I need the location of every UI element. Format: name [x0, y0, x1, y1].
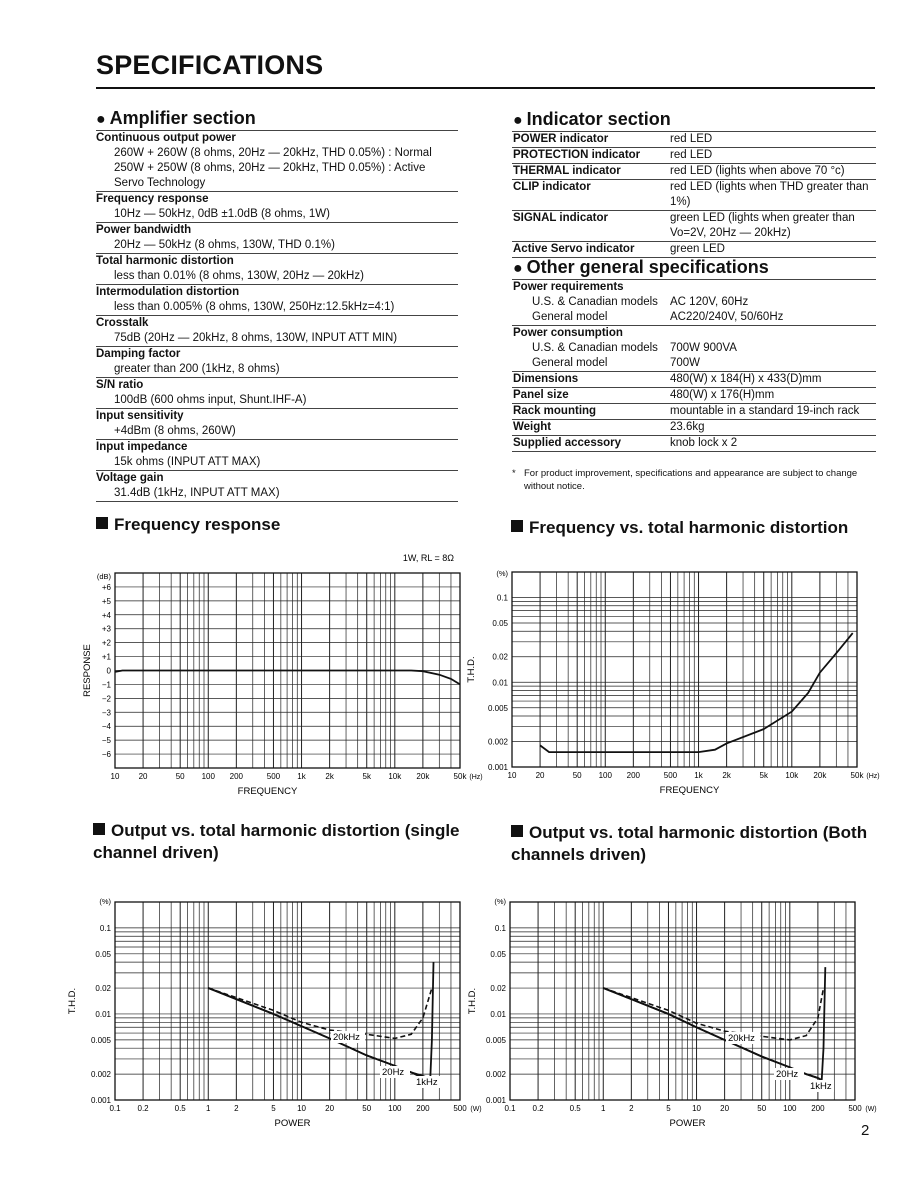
y-tick-label: +5 — [101, 596, 111, 606]
spec-label: U.S. & Canadian models — [532, 342, 658, 354]
spec-item — [96, 130, 458, 191]
spec-item — [96, 315, 458, 346]
y-tick-label: 0.002 — [487, 737, 508, 747]
spec-row — [512, 326, 876, 342]
y-tick-label: +2 — [101, 638, 111, 648]
y-tick-label: 0.001 — [90, 1096, 111, 1105]
x-tick-label: 20k — [416, 772, 430, 781]
spec-value: 100dB (600 ohms input, Shunt.IHF-A) — [114, 394, 307, 406]
frequency-response-chart — [60, 545, 483, 800]
y-unit-label: (%) — [496, 569, 508, 578]
spec-item — [96, 191, 458, 222]
series-line — [208, 962, 433, 1078]
x-axis-title: FREQUENCY — [237, 786, 298, 797]
general-heading: ● Other general specifications — [513, 257, 769, 277]
spec-value: AC220/240V, 50/60Hz — [670, 311, 784, 323]
x-tick-label: 200 — [416, 1104, 430, 1113]
spec-item — [96, 377, 458, 408]
x-tick-label: 20 — [535, 771, 545, 780]
y-axis-title: T.H.D. — [466, 656, 477, 683]
spec-label: Frequency response — [96, 191, 458, 207]
y-tick-label: 0.005 — [90, 1035, 111, 1045]
spec-label: Dimensions — [512, 372, 669, 388]
spec-row — [512, 148, 876, 164]
spec-label: Crosstalk — [96, 315, 458, 331]
spec-row — [512, 310, 876, 326]
spec-value: 10Hz — 50kHz, 0dB ±1.0dB (8 ohms, 1W) — [114, 208, 330, 220]
x-tick-label: 0.1 — [504, 1104, 516, 1113]
spec-value: knob lock x 2 — [669, 436, 876, 452]
y-tick-label: −1 — [101, 680, 111, 690]
spec-label: Input sensitivity — [96, 408, 458, 424]
x-axis-title: FREQUENCY — [659, 785, 720, 796]
x-tick-label: 5k — [759, 771, 768, 780]
x-tick-label: 50k — [850, 771, 864, 780]
x-tick-label: 10 — [297, 1104, 306, 1113]
y-tick-label: 0.1 — [494, 923, 506, 933]
title-rule — [96, 87, 875, 89]
spec-value: 250W + 250W (8 ohms, 20Hz — 20kHz, THD 0.05%) : Active — [114, 162, 426, 174]
frequency-thd-chart — [460, 560, 880, 805]
x-unit-label: (Hz) — [469, 774, 483, 781]
y-axis-title: RESPONSE — [82, 644, 93, 697]
spec-value — [669, 280, 876, 296]
spec-row — [512, 180, 876, 211]
x-tick-label: 10k — [388, 772, 402, 781]
spec-row — [512, 295, 876, 310]
spec-value: 480(W) x 176(H)mm — [669, 388, 876, 404]
indicator-heading: ● Indicator section — [513, 109, 671, 129]
spec-value: 15k ohms (INPUT ATT MAX) — [114, 456, 261, 468]
spec-label: Intermodulation distortion — [96, 284, 458, 300]
spec-row — [512, 436, 876, 452]
y-tick-label: 0.01 — [95, 1009, 111, 1019]
x-tick-label: 0.5 — [569, 1104, 581, 1113]
spec-value: 700W — [670, 357, 701, 369]
y-unit-label: (dB) — [96, 572, 111, 581]
x-tick-label: 500 — [266, 772, 281, 781]
x-axis-title: POWER — [274, 1118, 311, 1129]
spec-label: Rack mounting — [512, 404, 669, 420]
spec-row — [512, 132, 876, 148]
y-tick-label: 0.002 — [90, 1070, 111, 1080]
spec-label: CLIP indicator — [512, 180, 669, 211]
y-tick-label: 0.001 — [485, 1096, 506, 1105]
series-line — [115, 671, 460, 685]
spec-label: General model — [532, 357, 608, 369]
y-axis-title: T.H.D. — [467, 987, 478, 1015]
spec-label: General model — [532, 311, 608, 323]
spec-item — [96, 439, 458, 470]
y-tick-label: −6 — [101, 750, 111, 760]
y-tick-label: −3 — [101, 708, 111, 718]
spec-label: Total harmonic distortion — [96, 253, 458, 269]
spec-label: SIGNAL indicator — [512, 211, 669, 242]
y-tick-label: 0.1 — [496, 593, 508, 603]
x-tick-label: 2k — [325, 772, 334, 781]
spec-row — [512, 242, 876, 258]
spec-label: Power requirements — [512, 280, 669, 296]
spec-item — [96, 408, 458, 439]
y-tick-label: 0.1 — [99, 923, 111, 933]
x-tick-label: 5k — [362, 772, 371, 781]
y-tick-label: +6 — [101, 582, 111, 592]
series-label: 1kHz — [416, 1077, 438, 1088]
spec-label: Continuous output power — [96, 130, 458, 146]
y-tick-label: 0.02 — [95, 984, 111, 994]
x-tick-label: 0.1 — [109, 1104, 121, 1113]
spec-value: red LED (lights when THD greater than 1%) — [669, 180, 876, 211]
spec-value: less than 0.005% (8 ohms, 130W, 250Hz:12.5kHz=4:1) — [114, 301, 395, 313]
x-tick-label: 1k — [297, 772, 306, 781]
output-thd-both-chart — [460, 890, 880, 1130]
chart-heading-output-thd-single: Output vs. total harmonic distortion (single channel driven) — [93, 821, 460, 862]
x-tick-label: 50k — [453, 772, 467, 781]
x-unit-label: (W) — [470, 1106, 482, 1113]
amplifier-heading: ● Amplifier section — [96, 108, 256, 128]
x-tick-label: 200 — [811, 1104, 825, 1113]
x-tick-label: 50 — [757, 1104, 767, 1113]
y-tick-label: 0.002 — [485, 1070, 506, 1080]
y-tick-label: +3 — [101, 624, 111, 634]
y-tick-label: 0.005 — [487, 703, 508, 713]
x-tick-label: 10 — [507, 771, 517, 780]
spec-value: green LED — [669, 242, 876, 258]
x-tick-label: 1k — [694, 771, 703, 780]
x-tick-label: 200 — [229, 772, 244, 781]
x-tick-label: 100 — [783, 1104, 797, 1113]
y-tick-label: 0 — [106, 666, 111, 676]
spec-row — [512, 372, 876, 388]
series-label: 1kHz — [810, 1081, 832, 1092]
spec-label: Damping factor — [96, 346, 458, 362]
spec-value: less than 0.01% (8 ohms, 130W, 20Hz — 20kHz) — [114, 270, 364, 282]
y-tick-label: 0.05 — [490, 949, 506, 959]
output-thd-single-chart — [60, 890, 480, 1130]
page-number: 2 — [861, 1122, 870, 1139]
spec-item — [96, 253, 458, 284]
chart-heading-frequency-thd: Frequency vs. total harmonic distortion — [511, 517, 848, 539]
spec-label: Power bandwidth — [96, 222, 458, 238]
spec-label: U.S. & Canadian models — [532, 296, 658, 308]
series-label: 20kHz — [333, 1032, 360, 1043]
x-tick-label: 2 — [234, 1104, 239, 1113]
spec-row — [512, 280, 876, 296]
x-tick-label: 0.5 — [174, 1104, 186, 1113]
x-tick-label: 2k — [722, 771, 731, 780]
series-line — [603, 967, 825, 1080]
spec-label: S/N ratio — [96, 377, 458, 393]
y-tick-label: +1 — [101, 652, 111, 662]
series-label: 20Hz — [776, 1069, 799, 1080]
x-tick-label: 50 — [572, 771, 582, 780]
x-tick-label: 5 — [666, 1104, 671, 1113]
spec-value: green LED (lights when greater than Vo=2V, 20Hz — 20kHz) — [669, 211, 876, 242]
x-tick-label: 20 — [325, 1104, 335, 1113]
y-tick-label: 0.05 — [492, 619, 508, 629]
general-table — [512, 279, 876, 452]
x-tick-label: 500 — [663, 771, 678, 780]
spec-label: POWER indicator — [512, 132, 669, 148]
spec-label: Active Servo indicator — [512, 242, 669, 258]
spec-value: Servo Technology — [114, 177, 206, 189]
spec-value: 75dB (20Hz — 20kHz, 8 ohms, 130W, INPUT ATT MIN) — [114, 332, 398, 344]
spec-value: 480(W) x 184(H) x 433(D)mm — [669, 372, 876, 388]
y-tick-label: −5 — [101, 736, 111, 746]
spec-value: 260W + 260W (8 ohms, 20Hz — 20kHz, THD 0.05%) : Normal — [114, 147, 432, 159]
y-tick-label: 0.02 — [492, 652, 508, 662]
spec-label: Weight — [512, 420, 669, 436]
spec-label: Power consumption — [512, 326, 669, 342]
spec-row — [512, 388, 876, 404]
spec-value: 23.6kg — [669, 420, 876, 436]
x-tick-label: 200 — [626, 771, 641, 780]
x-tick-label: 2 — [629, 1104, 634, 1113]
series-label: 20kHz — [728, 1033, 755, 1044]
x-unit-label: (W) — [865, 1106, 877, 1113]
spec-item — [96, 346, 458, 377]
x-unit-label: (Hz) — [866, 773, 880, 780]
series-label: 20Hz — [382, 1067, 405, 1078]
spec-value: 700W 900VA — [670, 342, 737, 354]
spec-item — [96, 222, 458, 253]
spec-label: Voltage gain — [96, 470, 458, 486]
spec-value: +4dBm (8 ohms, 260W) — [114, 425, 236, 437]
x-tick-label: 100 — [201, 772, 215, 781]
spec-row — [512, 341, 876, 356]
chart-heading-frequency-response: Frequency response — [96, 514, 280, 536]
spec-value: 20Hz — 50kHz (8 ohms, 130W, THD 0.1%) — [114, 239, 335, 251]
spec-label: PROTECTION indicator — [512, 148, 669, 164]
y-tick-label: −2 — [101, 694, 111, 704]
spec-row — [512, 404, 876, 420]
x-tick-label: 20 — [720, 1104, 730, 1113]
spec-row — [512, 164, 876, 180]
x-tick-label: 20k — [813, 771, 827, 780]
spec-value: AC 120V, 60Hz — [670, 296, 749, 308]
y-tick-label: −4 — [101, 722, 111, 732]
x-tick-label: 10 — [692, 1104, 701, 1113]
y-tick-label: 0.005 — [485, 1035, 506, 1045]
spec-row — [512, 211, 876, 242]
x-axis-title: POWER — [669, 1118, 706, 1129]
x-tick-label: 20 — [138, 772, 148, 781]
spec-value: red LED (lights when above 70 °c) — [669, 164, 876, 180]
spec-value: greater than 200 (1kHz, 8 ohms) — [114, 363, 280, 375]
spec-label: Panel size — [512, 388, 669, 404]
spec-item — [96, 284, 458, 315]
spec-label: Input impedance — [96, 439, 458, 455]
y-tick-label: 0.01 — [490, 1009, 506, 1019]
spec-item — [96, 470, 458, 502]
chart-condition: 1W, RL = 8Ω — [402, 553, 454, 563]
spec-value: red LED — [669, 148, 876, 164]
x-tick-label: 5 — [271, 1104, 276, 1113]
x-tick-label: 1 — [601, 1104, 606, 1113]
y-tick-label: 0.02 — [490, 984, 506, 994]
page-title: SPECIFICATIONS — [96, 50, 324, 80]
y-axis-title: T.H.D. — [67, 987, 78, 1015]
y-tick-label: 0.05 — [95, 949, 111, 959]
x-tick-label: 0.2 — [137, 1104, 149, 1113]
x-tick-label: 10 — [110, 772, 120, 781]
spec-label: Supplied accessory — [512, 436, 669, 452]
series-line — [208, 988, 432, 1038]
indicator-table — [512, 131, 876, 258]
x-tick-label: 100 — [388, 1104, 402, 1113]
x-tick-label: 1 — [206, 1104, 211, 1113]
amplifier-spec-list — [96, 130, 458, 502]
x-tick-label: 500 — [848, 1104, 862, 1113]
y-tick-label: +4 — [101, 610, 111, 620]
chart-grid — [512, 572, 857, 767]
y-tick-label: 0.01 — [492, 678, 508, 688]
x-tick-label: 50 — [175, 772, 185, 781]
x-tick-label: 500 — [453, 1104, 467, 1113]
spec-row — [512, 420, 876, 436]
y-tick-label: 0.001 — [487, 763, 508, 772]
chart-heading-output-thd-both: Output vs. total harmonic distortion (Both channels driven) — [511, 823, 868, 864]
x-tick-label: 0.2 — [532, 1104, 544, 1113]
spec-label: THERMAL indicator — [512, 164, 669, 180]
spec-value — [669, 326, 876, 342]
spec-value: red LED — [669, 132, 876, 148]
spec-value: mountable in a standard 19-inch rack — [669, 404, 876, 420]
spec-value: 31.4dB (1kHz, INPUT ATT MAX) — [114, 487, 280, 499]
y-unit-label: (%) — [99, 897, 111, 906]
spec-row — [512, 356, 876, 372]
disclaimer-note: * For product improvement, specifications and appearance are subject to change without notice. — [512, 468, 858, 492]
y-unit-label: (%) — [494, 897, 506, 906]
series-line — [540, 633, 853, 752]
x-tick-label: 10k — [785, 771, 799, 780]
x-tick-label: 100 — [598, 771, 612, 780]
x-tick-label: 50 — [362, 1104, 372, 1113]
